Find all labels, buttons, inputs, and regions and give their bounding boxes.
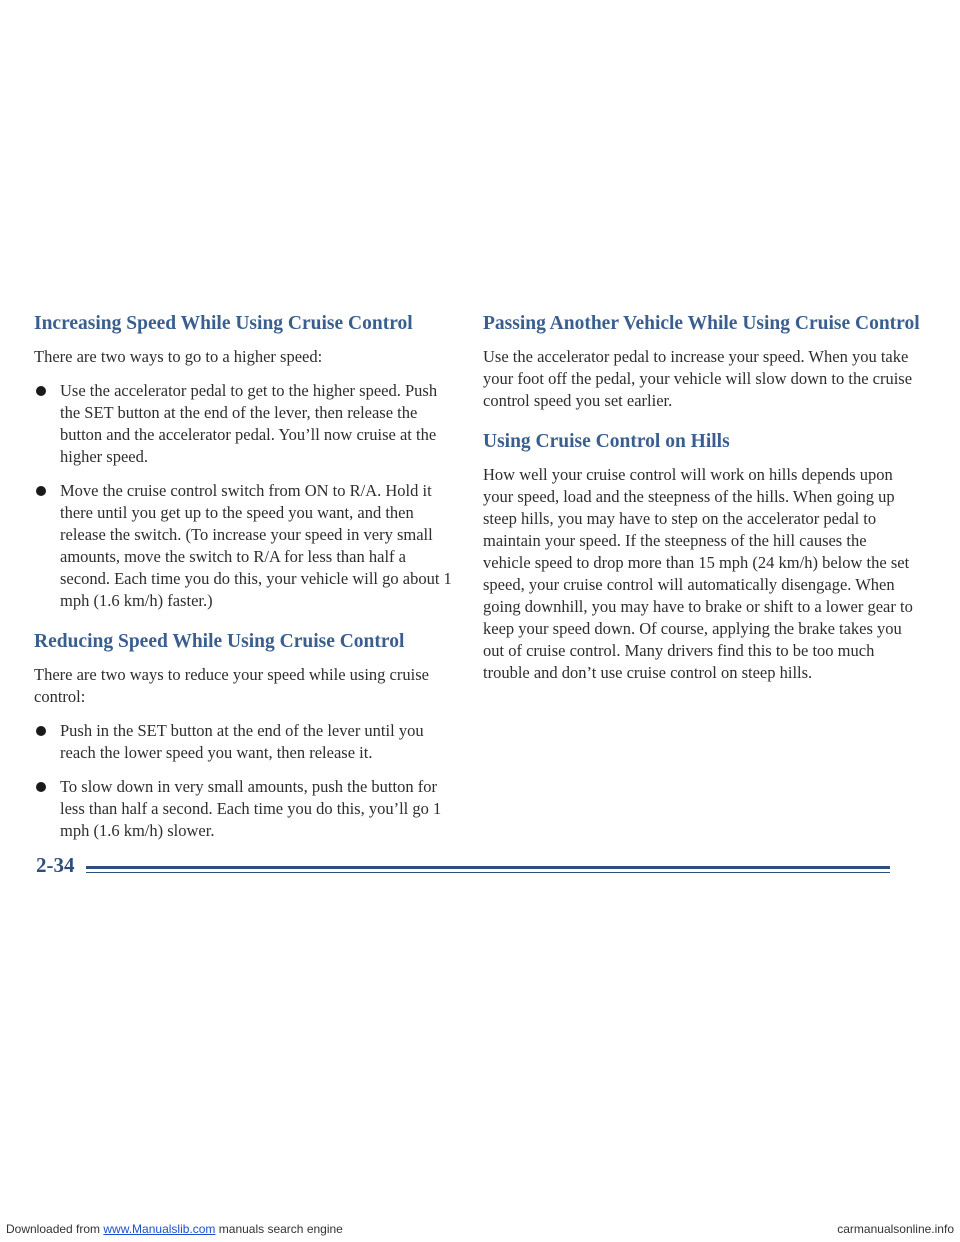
manualslib-link[interactable]: www.Manualslib.com: [103, 1222, 216, 1236]
section-body: How well your cruise control will work on hills depends upon your speed, load and the steepness of the hills. When going up steep hills, you may have to step on the accelerator pedal to maintain your speed. If the steepness of the hill causes the vehicle speed to drop more than 15 mph (24 km/h) below the set speed, your cruise control will automatically disengage. When going downhill, you may have to brake or shift to a lower gear to keep your speed down. Of course, applying the brake takes you out of cruise control. Many drivers find this to be too much trouble and don’t use cruise control on steep hills.: [483, 465, 913, 682]
bullet-list: [34, 720, 459, 842]
right-column: [483, 312, 920, 696]
section-heading-hills: Using Cruise Control on Hills: [483, 431, 730, 452]
bullet-icon: [36, 486, 46, 496]
page-number: 2-34: [36, 853, 75, 877]
footer-rule: [86, 866, 890, 869]
section-heading-reducing-speed: Reducing Speed While Using Cruise Control: [34, 631, 405, 652]
section-heading-passing: Passing Another Vehicle While Using Cruise Control: [483, 313, 920, 334]
list-item: Move the cruise control switch from ON to R/A. Hold it there until you get up to the speed you want, and then release the switch. (To increase your speed in very small amounts, move the switch to R/A for less than half a second. Each time you do this, your vehicle will go about 1 mph (1.6 km/h) faster.): [34, 480, 459, 612]
section-heading-increasing-speed: Increasing Speed While Using Cruise Control: [34, 313, 413, 334]
left-column: [34, 312, 459, 854]
footer-rule-thin: [86, 872, 890, 873]
bullet-icon: [36, 386, 46, 396]
bullet-list: [34, 380, 459, 612]
download-footer: Downloaded from www.Manualslib.com manuals search engine: [6, 1222, 343, 1236]
bullet-icon: [36, 726, 46, 736]
section-intro: There are two ways to go to a higher speed:: [34, 347, 323, 366]
section-body: Use the accelerator pedal to increase your speed. When you take your foot off the pedal, your vehicle will slow down to the cruise control speed you set earlier.: [483, 347, 913, 410]
list-item: To slow down in very small amounts, push the button for less than half a second. Each time you do this, you’ll go 1 mph (1.6 km/h) slower.: [34, 776, 459, 842]
list-item: Use the accelerator pedal to get to the higher speed. Push the SET button at the end of the lever, then release the button and the accelerator pedal. You’ll now cruise at the higher speed.: [34, 380, 459, 468]
watermark-text: carmanualsonline.info: [837, 1222, 954, 1236]
bullet-icon: [36, 782, 46, 792]
list-item: Push in the SET button at the end of the lever until you reach the lower speed you want, then release it.: [34, 720, 459, 764]
section-intro: There are two ways to reduce your speed while using cruise control:: [34, 665, 429, 706]
